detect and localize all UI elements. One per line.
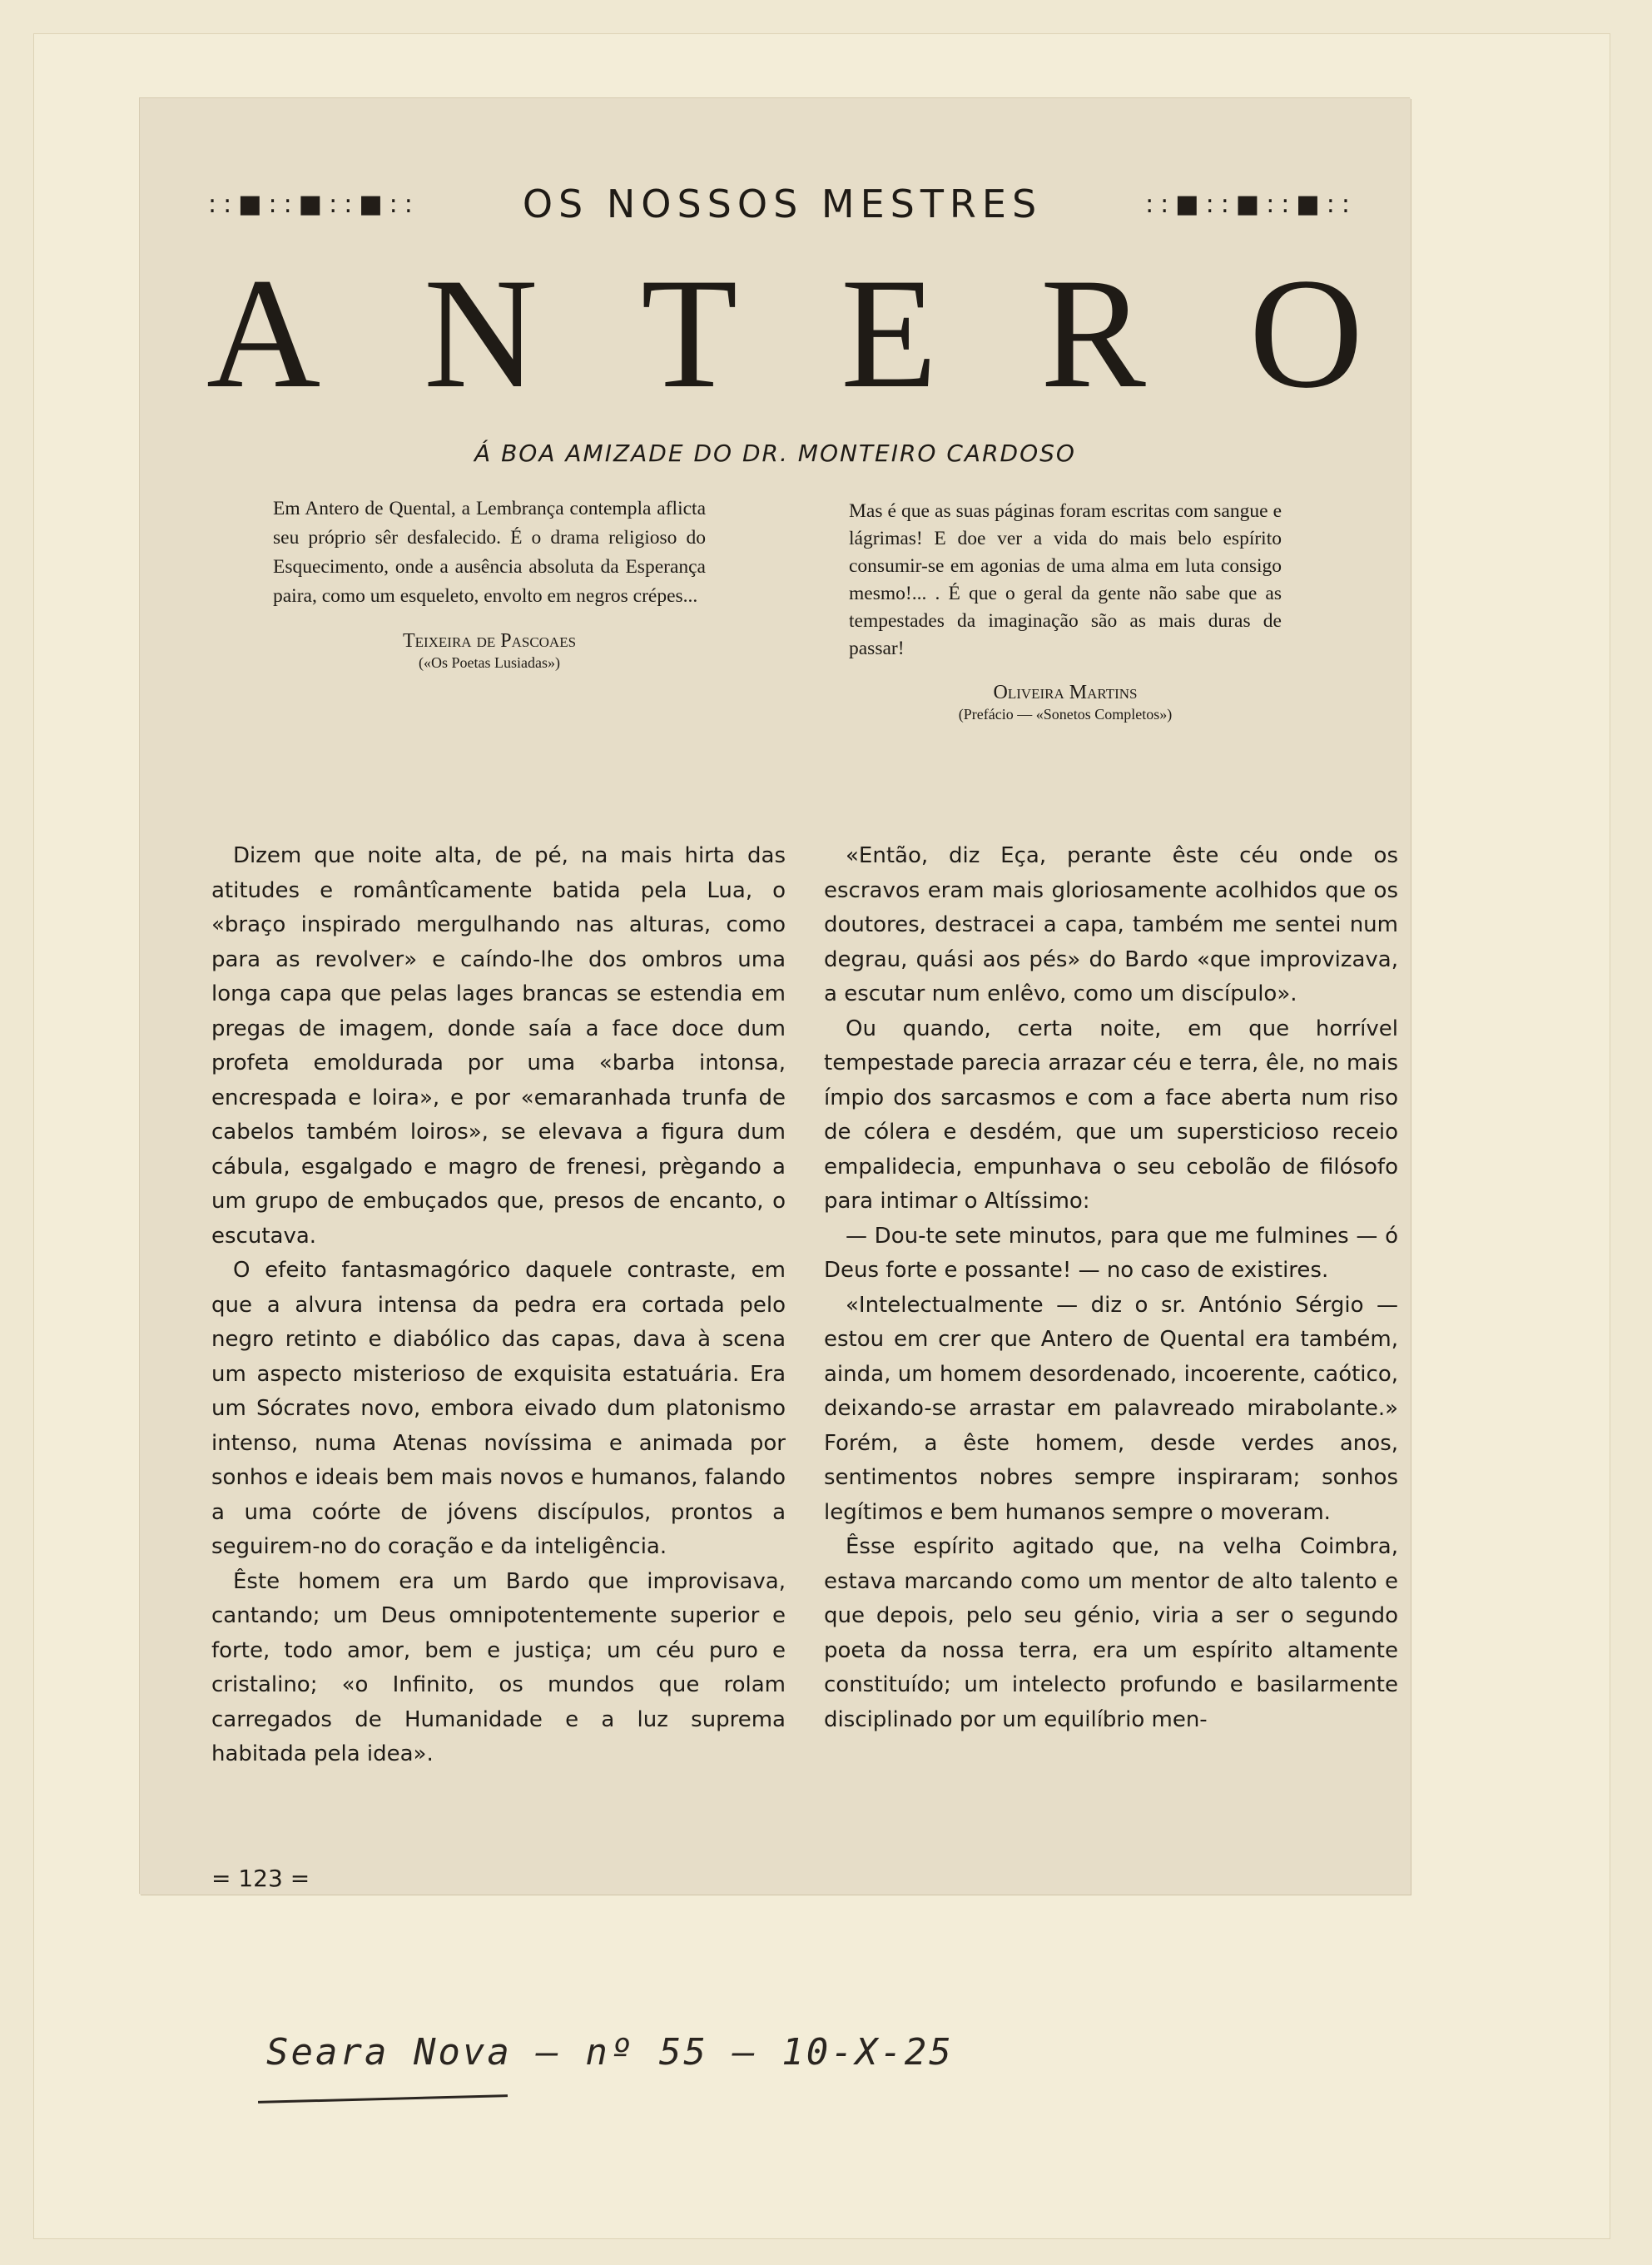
title-letter: R bbox=[1040, 246, 1146, 421]
epigraph-source: (Prefácio — «Sonetos Completos») bbox=[958, 706, 1173, 723]
paragraph: — Dou-te sete minutos, para que me fulmines — ó Deus forte e possante! — no caso de existires. bbox=[824, 1223, 1398, 1283]
article-title bbox=[206, 246, 1363, 421]
paragraph: Êste homem era um Bardo que improvisava, cantando; um Deus omnipotentemente superior e forte, todo amor, bem e justiça; um céu puro e cristalino; «o Infinito, os mundos que rolam carregados de Humanidade e a luz suprema habitada pela idea». bbox=[211, 1568, 786, 1766]
paragraph: «Intelectualmente — diz o sr. António Sérgio — estou em crer que Antero de Quental era também, ainda, um homem desordenado, incoerente, caótico, deixando-se arrastar em palavreado mirabolante.» Forém, a êste homem, desde verdes anos, sentimentos nobres sempre inspiraram; sonhos legítimos e bem humanos sempre o moveram. bbox=[824, 1292, 1398, 1525]
title-letter: A bbox=[206, 246, 321, 421]
page-number: = 123 = bbox=[211, 1865, 310, 1892]
epigraph-text: Mas é que as suas páginas foram escritas com sangue e lágrimas! E doe ver a vida do mais belo espírito consumir-se em agonias de uma alma em luta consigo mesmo!... . É que o geral da gente não sabe que as tempestades da imaginação são as mais duras de passar! bbox=[849, 500, 1282, 659]
newspaper-clipping bbox=[140, 98, 1411, 1895]
paragraph: Êsse espírito agitado que, na velha Coimbra, estava marcando como um mentor de alto talento e que depois, pelo seu génio, viria a ser o segundo poeta da nossa terra, era um espírito altamente constituído; um intelecto profundo e basilarmente disciplinado por um equilíbrio men- bbox=[824, 1534, 1398, 1732]
handwritten-note: Seara Nova — nº 55 — 10-X-25 bbox=[266, 2031, 954, 2074]
paragraph: Dizem que noite alta, de pé, na mais hirta das atitudes e romântîcamente batida pela Lua, o «braço inspirado mergulhando nas alturas, como para as revolver» e caíndo-lhe dos ombros uma longa capa que pelas lages brancas se estendia em pregas de imagem, donde saía a face doce dum profeta emoldurada por uma «barba intonsa, encrespada e loira», e por «emaranhada trunfa de cabelos também loiros», se elevava a figura dum cábula, esgalgado e magro de frenesi, prègando a um grupo de embuçados que, presos de encanto, o escutava. bbox=[211, 843, 786, 1249]
epigraph-right bbox=[849, 498, 1282, 724]
title-letter: T bbox=[641, 246, 738, 421]
paragraph: Ou quando, certa noite, em que horrível tempestade parecia arrazar céu e terra, êle, no mais ímpio dos sarcasmos e com a face aberta num riso de cólera e desdém, que um supersticioso receio empalidecia, empunhava o seu cebolão de filósofo para intimar o Altíssimo: bbox=[824, 1016, 1398, 1214]
paragraph: «Então, diz Eça, perante êste céu onde os escravos eram mais gloriosamente acolhidos que os doutores, destracei a capa, também me sentei num degrau, quási aos pés» do Bardo «que improvizava, a escutar num enlêvo, como um discípulo». bbox=[824, 843, 1398, 1006]
ornament-right: ::■::■::■:: bbox=[1145, 189, 1357, 219]
body-column-left bbox=[211, 839, 786, 1772]
section-title: OS NOSSOS MESTRES bbox=[522, 181, 1043, 226]
epigraph-left bbox=[273, 494, 706, 673]
epigraph-source: («Os Poetas Lusiadas») bbox=[419, 654, 560, 671]
body-column-right bbox=[824, 839, 1398, 1737]
epigraph-author: Oliveira Martins bbox=[993, 682, 1138, 703]
paragraph: O efeito fantasmagórico daquele contraste, em que a alvura intensa da pedra era cortada pelo negro retinto e diabólico das capas, dava à scena um aspecto misterioso de exquisita estatuária. Era um Sócrates novo, embora eivado dum platonismo intenso, numa Atenas novíssima e animada por sonhos e ideais bem mais novos e humanos, falando a uma coórte de jóvens discípulos, prontos a seguirem-no do coração e da inteligência. bbox=[211, 1258, 786, 1559]
title-letter: N bbox=[424, 246, 538, 421]
ornament-left: ::■::■::■:: bbox=[208, 189, 419, 219]
dedication: Á BOA AMIZADE DO DR. MONTEIRO CARDOSO bbox=[474, 440, 1076, 467]
title-letter: E bbox=[841, 246, 938, 421]
section-header bbox=[208, 175, 1357, 233]
title-letter: O bbox=[1248, 246, 1363, 421]
epigraph-author: Teixeira de Pascoaes bbox=[402, 630, 577, 652]
epigraph-text: Em Antero de Quental, a Lembrança contempla aflicta seu próprio sêr desfalecido. É o drama religioso do Esquecimento, onde a ausência absoluta da Esperança paira, como um esqueleto, envolto em negros crépes... bbox=[273, 498, 706, 607]
